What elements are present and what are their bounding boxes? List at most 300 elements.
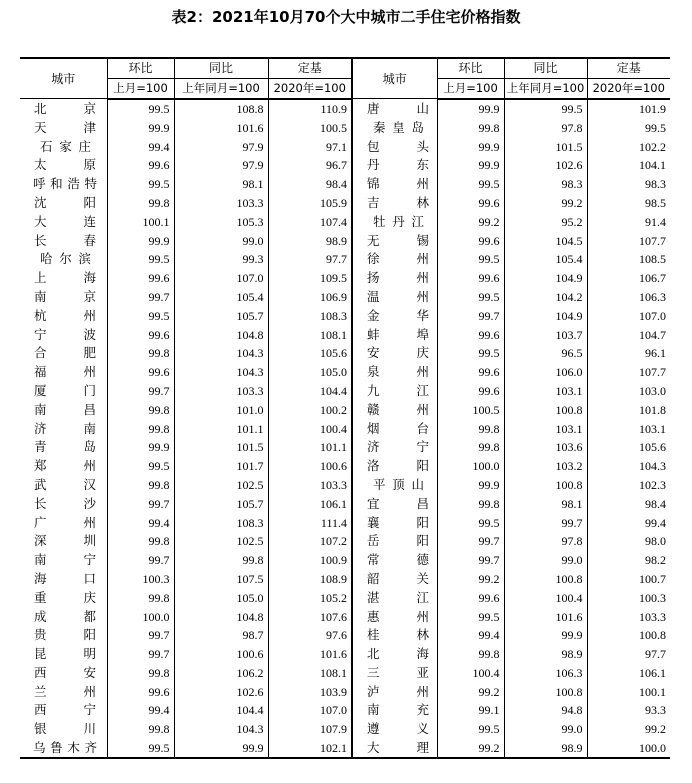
table-row: [20, 400, 670, 419]
city-cell: [20, 626, 107, 645]
base-value: 101.8: [587, 400, 670, 419]
base-value: 93.3: [587, 701, 670, 720]
yoy-value: 105.3: [174, 212, 268, 231]
city-cell: [352, 99, 437, 119]
table-row: [20, 457, 670, 476]
city-cell: [20, 513, 107, 532]
yoy-value: 101.6: [504, 607, 587, 626]
table-row: [20, 382, 670, 401]
table-body: [20, 99, 670, 759]
base-value: 100.1: [587, 682, 670, 701]
city-name: 惠州: [367, 608, 429, 624]
base-value: 98.4: [268, 175, 352, 194]
mom-value: 99.5: [107, 250, 174, 269]
mom-value: 99.2: [437, 212, 504, 231]
city-cell: [20, 532, 107, 551]
city-name: 韶关: [367, 570, 429, 586]
header-city: 城市: [20, 58, 107, 99]
mom-value: 99.8: [107, 194, 174, 213]
mom-value: 99.8: [107, 476, 174, 495]
base-value: 100.5: [268, 118, 352, 137]
city-cell: [352, 231, 437, 250]
table-row: [20, 682, 670, 701]
city-cell: [352, 457, 437, 476]
header-yoy: 同比: [504, 58, 587, 78]
city-cell: [352, 494, 437, 513]
mom-value: 99.8: [437, 419, 504, 438]
city-cell: [20, 175, 107, 194]
mom-value: 99.7: [107, 494, 174, 513]
base-value: 97.1: [268, 137, 352, 156]
base-value: 98.9: [268, 231, 352, 250]
subheader-yoy: 上年同月=100: [174, 78, 268, 98]
city-name: 桂林: [367, 627, 429, 643]
city-name: 西安: [34, 664, 96, 680]
base-value: 97.6: [268, 626, 352, 645]
city-name: 洛阳: [367, 458, 429, 474]
mom-value: 99.9: [107, 231, 174, 250]
city-cell: [352, 175, 437, 194]
yoy-value: 104.3: [174, 344, 268, 363]
city-cell: [352, 645, 437, 664]
base-value: 103.3: [587, 607, 670, 626]
base-value: 100.2: [268, 400, 352, 419]
mom-value: 99.6: [107, 682, 174, 701]
city-cell: [20, 701, 107, 720]
yoy-value: 102.6: [174, 682, 268, 701]
base-value: 97.7: [268, 250, 352, 269]
yoy-value: 107.5: [174, 570, 268, 589]
base-value: 101.6: [268, 645, 352, 664]
mom-value: 99.7: [437, 551, 504, 570]
table-title: 表2：2021年10月70个大中城市二手住宅价格指数: [171, 8, 521, 26]
mom-value: 99.8: [107, 720, 174, 739]
mom-value: 99.6: [437, 231, 504, 250]
yoy-value: 95.2: [504, 212, 587, 231]
mom-value: 99.5: [437, 607, 504, 626]
table-row: [20, 175, 670, 194]
mom-value: 99.4: [437, 626, 504, 645]
city-name: 秦皇岛: [373, 119, 425, 135]
city-name: 合肥: [34, 345, 96, 361]
base-value: 96.7: [268, 156, 352, 175]
header-yoy: 同比: [174, 58, 268, 78]
city-cell: [20, 344, 107, 363]
table-row: [20, 269, 670, 288]
table-row: [20, 645, 670, 664]
base-value: 104.3: [587, 457, 670, 476]
yoy-value: 98.7: [174, 626, 268, 645]
city-cell: [20, 664, 107, 683]
mom-value: 99.7: [107, 626, 174, 645]
yoy-value: 100.4: [504, 588, 587, 607]
base-value: 103.9: [268, 682, 352, 701]
city-cell: [352, 682, 437, 701]
city-name: 无锡: [367, 232, 429, 248]
city-name: 泸州: [367, 683, 429, 699]
mom-value: 99.5: [437, 250, 504, 269]
base-value: 108.3: [268, 306, 352, 325]
city-name: 常德: [367, 552, 429, 568]
city-name: 天津: [34, 119, 96, 135]
city-name: 成都: [34, 608, 96, 624]
subheader-mom: 上月=100: [107, 78, 174, 98]
city-cell: [20, 400, 107, 419]
table-row: [20, 720, 670, 739]
mom-value: 100.5: [437, 400, 504, 419]
subheader-mom: 上月=100: [437, 78, 504, 98]
yoy-value: 104.8: [174, 607, 268, 626]
city-name: 乌鲁木齐: [33, 740, 97, 756]
yoy-value: 97.9: [174, 156, 268, 175]
yoy-value: 102.5: [174, 532, 268, 551]
city-cell: [20, 363, 107, 382]
table-row: [20, 156, 670, 175]
table-row: [20, 194, 670, 213]
city-name: 郑州: [34, 458, 96, 474]
yoy-value: 99.5: [504, 99, 587, 119]
mom-value: 99.6: [437, 382, 504, 401]
city-cell: [352, 438, 437, 457]
table-row: [20, 344, 670, 363]
table-row: [20, 513, 670, 532]
city-name: 锦州: [367, 176, 429, 192]
city-name: 昆明: [34, 646, 96, 662]
base-value: 106.9: [268, 288, 352, 307]
city-name: 济南: [34, 420, 96, 436]
mom-value: 99.6: [107, 269, 174, 288]
city-name: 赣州: [367, 401, 429, 417]
city-name: 宁波: [34, 326, 96, 342]
city-cell: [20, 682, 107, 701]
yoy-value: 103.1: [504, 419, 587, 438]
base-value: 107.4: [268, 212, 352, 231]
city-name: 安庆: [367, 345, 429, 361]
city-name: 温州: [367, 288, 429, 304]
city-cell: [20, 382, 107, 401]
mom-value: 99.9: [437, 476, 504, 495]
mom-value: 99.5: [437, 720, 504, 739]
city-cell: [20, 607, 107, 626]
city-name: 深圳: [34, 533, 96, 549]
base-value: 98.4: [587, 494, 670, 513]
yoy-value: 99.0: [504, 551, 587, 570]
mom-value: 99.8: [437, 645, 504, 664]
city-cell: [20, 457, 107, 476]
city-cell: [20, 551, 107, 570]
city-name: 牡丹江: [373, 213, 425, 229]
table-row: [20, 494, 670, 513]
table-row: [20, 570, 670, 589]
yoy-value: 105.0: [174, 588, 268, 607]
base-value: 107.6: [268, 607, 352, 626]
mom-value: 99.8: [437, 118, 504, 137]
city-cell: [352, 476, 437, 495]
city-cell: [20, 250, 107, 269]
yoy-value: 101.1: [174, 419, 268, 438]
yoy-value: 99.3: [174, 250, 268, 269]
mom-value: 99.9: [437, 99, 504, 119]
city-name: 襄阳: [367, 514, 429, 530]
city-cell: [20, 325, 107, 344]
table-row: [20, 551, 670, 570]
price-index-table: [20, 57, 670, 759]
yoy-value: 99.2: [504, 194, 587, 213]
yoy-value: 99.0: [504, 720, 587, 739]
yoy-value: 100.8: [504, 400, 587, 419]
yoy-value: 103.3: [174, 382, 268, 401]
table-row: [20, 701, 670, 720]
mom-value: 99.7: [107, 551, 174, 570]
city-cell: [20, 269, 107, 288]
mom-value: 100.4: [437, 664, 504, 683]
yoy-value: 104.3: [174, 363, 268, 382]
city-cell: [20, 288, 107, 307]
yoy-value: 104.9: [504, 306, 587, 325]
city-cell: [20, 645, 107, 664]
mom-value: 99.8: [107, 664, 174, 683]
yoy-value: 105.4: [174, 288, 268, 307]
city-cell: [352, 194, 437, 213]
city-cell: [352, 570, 437, 589]
mom-value: 99.2: [437, 739, 504, 759]
city-name: 南京: [34, 288, 96, 304]
yoy-value: 104.2: [504, 288, 587, 307]
yoy-value: 97.8: [504, 118, 587, 137]
yoy-value: 103.1: [504, 382, 587, 401]
city-cell: [20, 476, 107, 495]
base-value: 107.7: [587, 231, 670, 250]
base-value: 99.2: [587, 720, 670, 739]
city-name: 湛江: [367, 589, 429, 605]
mom-value: 99.7: [107, 645, 174, 664]
city-cell: [20, 212, 107, 231]
base-value: 106.1: [587, 664, 670, 683]
yoy-value: 104.5: [504, 231, 587, 250]
city-cell: [352, 344, 437, 363]
yoy-value: 100.8: [504, 570, 587, 589]
mom-value: 99.5: [107, 457, 174, 476]
base-value: 99.4: [587, 513, 670, 532]
yoy-value: 99.0: [174, 231, 268, 250]
table-row: [20, 99, 670, 119]
city-name: 扬州: [367, 270, 429, 286]
yoy-value: 100.6: [174, 645, 268, 664]
city-cell: [20, 494, 107, 513]
city-name: 武汉: [34, 476, 96, 492]
mom-value: 99.5: [437, 513, 504, 532]
header-mom: 环比: [107, 58, 174, 78]
mom-value: 100.3: [107, 570, 174, 589]
base-value: 110.9: [268, 99, 352, 119]
yoy-value: 103.2: [504, 457, 587, 476]
mom-value: 100.0: [437, 457, 504, 476]
mom-value: 99.6: [437, 194, 504, 213]
city-name: 唐山: [367, 100, 429, 116]
city-cell: [20, 419, 107, 438]
base-value: 106.1: [268, 494, 352, 513]
mom-value: 99.5: [107, 175, 174, 194]
yoy-value: 99.7: [504, 513, 587, 532]
city-name: 长春: [34, 232, 96, 248]
table-row: [20, 118, 670, 137]
city-name: 杭州: [34, 307, 96, 323]
city-cell: [352, 382, 437, 401]
mom-value: 99.8: [107, 419, 174, 438]
city-name: 上海: [34, 270, 96, 286]
mom-value: 99.5: [437, 344, 504, 363]
table-row: [20, 250, 670, 269]
header-base: 定基: [268, 58, 352, 78]
base-value: 103.1: [587, 419, 670, 438]
mom-value: 99.6: [107, 363, 174, 382]
city-name: 银川: [34, 721, 96, 737]
city-cell: [352, 250, 437, 269]
mom-value: 99.6: [437, 363, 504, 382]
base-value: 102.3: [587, 476, 670, 495]
city-cell: [352, 325, 437, 344]
city-cell: [352, 400, 437, 419]
yoy-value: 106.0: [504, 363, 587, 382]
city-name: 九江: [367, 382, 429, 398]
yoy-value: 103.6: [504, 438, 587, 457]
base-value: 107.0: [587, 306, 670, 325]
yoy-value: 103.7: [504, 325, 587, 344]
city-name: 厦门: [34, 382, 96, 398]
mom-value: 99.8: [107, 400, 174, 419]
yoy-value: 101.5: [174, 438, 268, 457]
table-row: [20, 626, 670, 645]
mom-value: 99.6: [107, 156, 174, 175]
city-cell: [20, 231, 107, 250]
mom-value: 99.7: [107, 288, 174, 307]
base-value: 105.9: [268, 194, 352, 213]
subheader-base: 2020年=100: [268, 78, 352, 98]
city-name: 吉林: [367, 194, 429, 210]
mom-value: 99.8: [107, 532, 174, 551]
city-name: 贵阳: [34, 627, 96, 643]
base-value: 103.0: [587, 382, 670, 401]
yoy-value: 105.7: [174, 494, 268, 513]
table-row: [20, 231, 670, 250]
city-name: 遵义: [367, 721, 429, 737]
base-value: 101.1: [268, 438, 352, 457]
city-name: 丹东: [367, 157, 429, 173]
table-row: [20, 739, 670, 759]
mom-value: 99.5: [107, 306, 174, 325]
city-cell: [20, 99, 107, 119]
header-city: 城市: [352, 58, 437, 99]
city-name: 重庆: [34, 589, 96, 605]
city-name: 岳阳: [367, 533, 429, 549]
yoy-value: 102.5: [174, 476, 268, 495]
mom-value: 100.0: [107, 607, 174, 626]
city-cell: [20, 137, 107, 156]
yoy-value: 99.9: [504, 626, 587, 645]
city-cell: [352, 701, 437, 720]
mom-value: 99.8: [107, 588, 174, 607]
city-cell: [20, 306, 107, 325]
yoy-value: 106.2: [174, 664, 268, 683]
table-row: [20, 137, 670, 156]
base-value: 104.7: [587, 325, 670, 344]
city-name: 福州: [34, 364, 96, 380]
base-value: 97.7: [587, 645, 670, 664]
base-value: 101.9: [587, 99, 670, 119]
mom-value: 99.8: [107, 344, 174, 363]
subheader-yoy: 上年同月=100: [504, 78, 587, 98]
base-value: 108.5: [587, 250, 670, 269]
yoy-value: 108.8: [174, 99, 268, 119]
base-value: 102.2: [587, 137, 670, 156]
city-cell: [20, 194, 107, 213]
city-name: 包头: [367, 138, 429, 154]
yoy-value: 108.3: [174, 513, 268, 532]
table-row: [20, 363, 670, 382]
mom-value: 99.5: [107, 99, 174, 119]
mom-value: 99.1: [437, 701, 504, 720]
city-name: 南宁: [34, 552, 96, 568]
mom-value: 99.4: [107, 137, 174, 156]
city-cell: [352, 720, 437, 739]
base-value: 108.9: [268, 570, 352, 589]
yoy-value: 99.8: [174, 551, 268, 570]
yoy-value: 105.7: [174, 306, 268, 325]
base-value: 100.7: [587, 570, 670, 589]
base-value: 105.6: [587, 438, 670, 457]
base-value: 100.3: [587, 588, 670, 607]
base-value: 100.4: [268, 419, 352, 438]
yoy-value: 106.3: [504, 664, 587, 683]
yoy-value: 104.9: [504, 269, 587, 288]
header-mom: 环比: [437, 58, 504, 78]
base-value: 107.9: [268, 720, 352, 739]
table-row: [20, 664, 670, 683]
mom-value: 99.6: [437, 269, 504, 288]
city-cell: [20, 118, 107, 137]
mom-value: 99.7: [437, 306, 504, 325]
yoy-value: 107.0: [174, 269, 268, 288]
base-value: 96.1: [587, 344, 670, 363]
base-value: 105.6: [268, 344, 352, 363]
city-name: 泉州: [367, 364, 429, 380]
yoy-value: 100.8: [504, 682, 587, 701]
base-value: 102.1: [268, 739, 352, 759]
table-row: [20, 588, 670, 607]
yoy-value: 104.8: [174, 325, 268, 344]
mom-value: 99.4: [107, 701, 174, 720]
base-value: 107.0: [268, 701, 352, 720]
mom-value: 99.6: [437, 588, 504, 607]
city-name: 大理: [367, 740, 429, 756]
city-name: 北京: [34, 100, 96, 116]
city-cell: [20, 720, 107, 739]
city-name: 徐州: [367, 251, 429, 267]
city-name: 广州: [34, 514, 96, 530]
city-name: 哈尔滨: [40, 251, 92, 267]
city-cell: [352, 156, 437, 175]
mom-value: 100.1: [107, 212, 174, 231]
yoy-value: 97.8: [504, 532, 587, 551]
city-name: 太原: [34, 157, 96, 173]
header-base: 定基: [587, 58, 670, 78]
table-row: [20, 476, 670, 495]
city-cell: [352, 363, 437, 382]
city-name: 宜昌: [367, 495, 429, 511]
yoy-value: 101.0: [174, 400, 268, 419]
table-row: [20, 288, 670, 307]
mom-value: 99.2: [437, 570, 504, 589]
